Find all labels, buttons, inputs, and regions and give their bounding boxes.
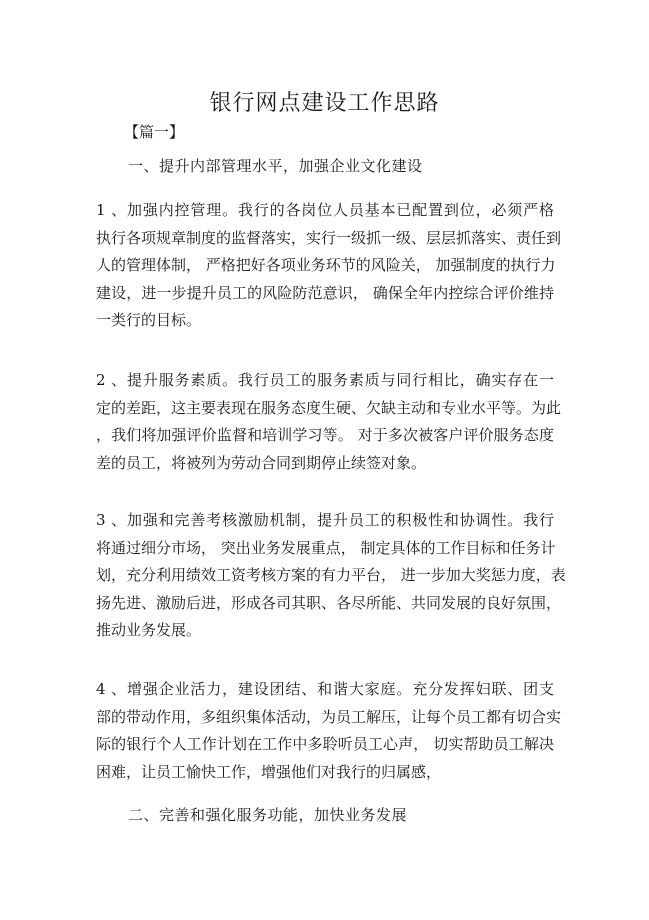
paragraph-line: 定的差距，这主要表现在服务态度生硬、欠缺主动和专业水平等。为此 — [96, 398, 562, 417]
section-label: 【篇一】 — [124, 123, 185, 141]
paragraph-line: 扬先进、激励后进，形成各司其职、各尽所能、共同发展的良好氛围， — [96, 593, 562, 612]
paragraph-line: 推动业务发展。 — [96, 621, 202, 639]
paragraph-line: ，我们将加强评价监督和培训学习等。 对于多次被客户评价服务态度 — [96, 426, 554, 444]
paragraph-line: 差的员工，将被列为劳动合同到期停止续签对象。 — [96, 453, 427, 472]
paragraph-line: 划，充分利用绩效工资考核方案的有力平台， 进一步加大奖惩力度，表 — [96, 566, 566, 584]
paragraph-line: 际的银行个人工作计划在工作中多聆听员工心声， 切实帮助员工解决 — [96, 735, 554, 753]
paragraph-line: 执行各项规章制度的监督落实，实行一级抓一级、层层抓落实、责任到 — [96, 228, 562, 247]
paragraph-line: 4 、增强企业活力，建设团结、和谐大家庭。充分发挥妇联、团支 — [96, 680, 554, 698]
section-heading-1: 一、提升内部管理水平，加强企业文化建设 — [128, 157, 423, 175]
paragraph-line: 一类行的目标。 — [96, 311, 202, 329]
paragraph-line: 2 、提升服务素质。我行员工的服务素质与同行相比，确实存在一 — [96, 371, 554, 389]
paragraph-line: 部的带动作用，多组织集体活动，为员工解压，让每个员工都有切合实 — [96, 707, 562, 726]
paragraph-line: 人的管理体制， 严格把好各项业务环节的风险关， 加强制度的执行力 — [96, 256, 556, 274]
paragraph-2 — [96, 367, 562, 477]
paragraph-line: 困难，让员工愉快工作，增强他们对我行的归属感， — [96, 762, 442, 781]
document-title: 银行网点建设工作思路 — [209, 91, 440, 116]
paragraph-4 — [96, 676, 562, 786]
paragraph-3 — [96, 507, 566, 645]
section-heading-2: 二、完善和强化服务功能，加快业务发展 — [128, 806, 408, 824]
paragraph-line: 3 、加强和完善考核激励机制，提升员工的积极性和协调性。我行 — [96, 511, 554, 529]
paragraph-1 — [96, 197, 562, 335]
paragraph-line: 将通过细分市场， 突出业务发展重点， 制定具体的工作目标和任务计 — [96, 538, 556, 557]
paragraph-line: 建设，进一步提升员工的风险防范意识， 确保全年内控综合评价维持 — [96, 283, 554, 302]
paragraph-line: 1 、加强内控管理。我行的各岗位人员基本已配置到位，必须严格 — [96, 201, 554, 219]
